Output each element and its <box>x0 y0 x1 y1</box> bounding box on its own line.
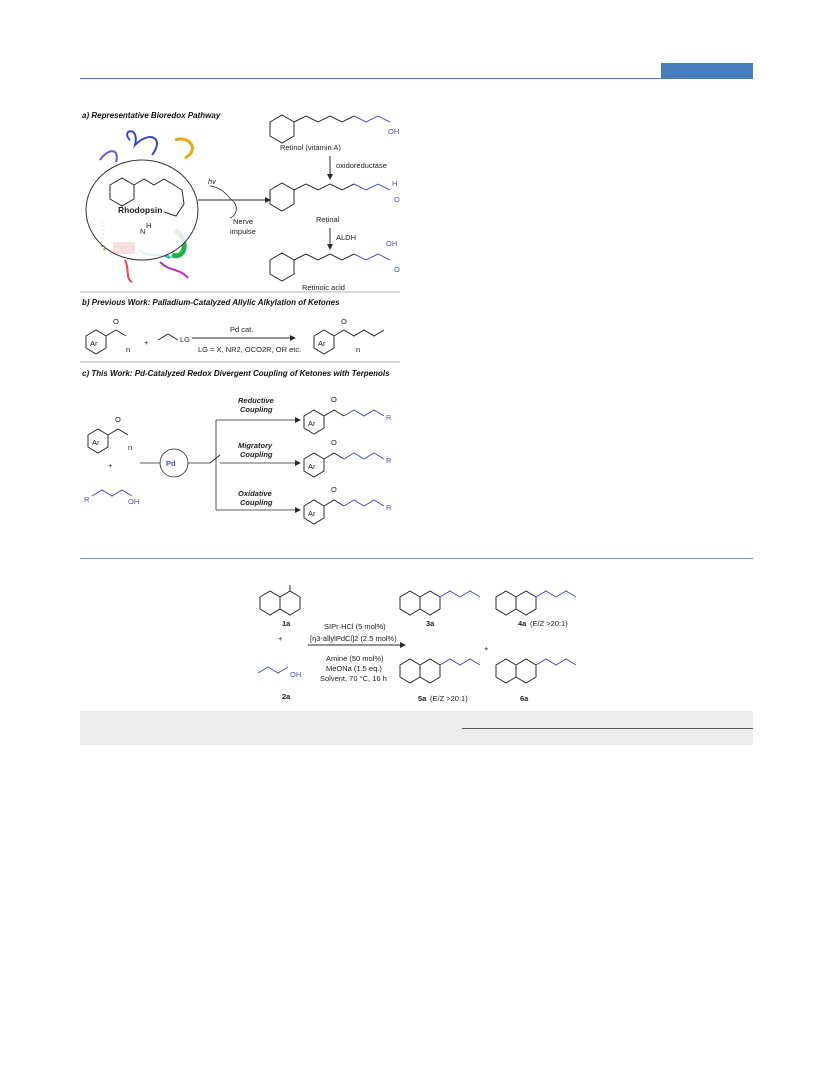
condition-2: [η3-allylPdCl]2 (2.5 mol%) <box>310 634 397 643</box>
svg-text:OH: OH <box>128 497 140 506</box>
label-5a: 5a <box>418 694 427 703</box>
hv-label: hv <box>208 177 216 186</box>
panel-b-lg-list: LG = X, NR2, OCO2R, OR etc. <box>198 345 302 354</box>
reductive-label-1: Reductive <box>238 396 274 405</box>
reductive-label-2: Coupling <box>240 405 273 414</box>
svg-text:n: n <box>128 443 133 452</box>
retinoic-label: Retinoic acid <box>302 283 345 292</box>
condition-4: MeONa (1.5 eq.) <box>326 664 382 673</box>
panel-c-plus: + <box>108 461 113 470</box>
panel-c-title: c) This Work: Pd-Catalyzed Redox Divergent Coupling of Ketones with Terpenols <box>82 369 390 378</box>
reaction-scheme <box>250 585 590 707</box>
retinol-structure <box>270 115 399 143</box>
product-3a <box>400 591 480 615</box>
svg-text:R: R <box>386 413 392 422</box>
label-3a: 3a <box>426 619 435 628</box>
table-header-rule <box>462 728 753 729</box>
scheme-figure <box>80 100 405 525</box>
label-4a: 4a <box>518 619 527 628</box>
retinol-label: Retinol (vitamin A) <box>280 143 341 152</box>
header-rule <box>80 78 753 79</box>
svg-text:O: O <box>113 317 119 326</box>
n-label: N <box>140 227 146 236</box>
svg-text:n: n <box>356 345 361 354</box>
journal-header-bar <box>661 63 753 78</box>
section-rule <box>80 558 753 559</box>
panel-b-plus: + <box>144 338 149 347</box>
panel-b-ketone <box>86 317 130 354</box>
panel-b-title: b) Previous Work: Palladium-Catalyzed Allylic Alkylation of Ketones <box>82 298 340 307</box>
product-4a <box>496 591 576 615</box>
retinol-oh: OH <box>388 127 400 136</box>
svg-text:Ar: Ar <box>318 339 326 348</box>
condition-5: Solvent, 70 °C, 16 h <box>320 674 387 683</box>
tetralone-1a <box>260 585 300 615</box>
retinal-o: O <box>394 195 400 204</box>
oxidative-label-1: Oxidative <box>238 489 272 498</box>
panel-b-lg: LG <box>180 335 191 344</box>
label-6a: 6a <box>520 694 529 703</box>
condition-1: SIPr·HCl (5 mol%) <box>324 622 386 631</box>
rhodopsin-protein-graphic <box>86 131 198 282</box>
svg-text:Ar: Ar <box>308 509 316 518</box>
aldh-label: ALDH <box>336 233 357 242</box>
retinoic-oh: OH <box>386 239 398 248</box>
svg-text:O: O <box>331 485 337 494</box>
reaction-plus: + <box>278 634 283 643</box>
label-1a: 1a <box>282 619 291 628</box>
nerve-label-1: Nerve <box>233 217 254 226</box>
retinal-label: Retinal <box>316 215 340 224</box>
migratory-product <box>304 438 392 477</box>
oxidoreductase-label: oxidoreductase <box>336 161 387 170</box>
migratory-label-1: Migratory <box>238 441 273 450</box>
label-2a: 2a <box>282 692 291 701</box>
svg-text:OH: OH <box>290 670 302 679</box>
svg-text:Ar: Ar <box>92 438 100 447</box>
svg-text:O: O <box>331 438 337 447</box>
oxidative-product <box>304 485 392 524</box>
svg-text:O: O <box>115 415 121 424</box>
condition-3: Amine (50 mol%) <box>326 654 384 663</box>
panel-c-ketone <box>88 415 132 453</box>
svg-text:n: n <box>126 345 131 354</box>
svg-text:O: O <box>331 395 337 404</box>
retinoic-acid-structure <box>270 239 400 281</box>
nerve-label-2: impulse <box>230 227 256 236</box>
panel-b-catalyst: Pd cat. <box>230 325 254 334</box>
retinal-h: H <box>392 179 398 188</box>
nh-label: H <box>146 221 152 230</box>
svg-text:R: R <box>386 503 392 512</box>
products-plus: + <box>484 644 489 653</box>
svg-text:Ar: Ar <box>90 339 98 348</box>
ratio-4a: (E/Z >20:1) <box>530 619 568 628</box>
svg-text:Ar: Ar <box>308 462 316 471</box>
reductive-product <box>304 395 392 434</box>
product-5a <box>400 659 480 683</box>
svg-text:R: R <box>386 456 392 465</box>
migratory-label-2: Coupling <box>240 450 273 459</box>
pd-circle-label: Pd <box>166 459 176 468</box>
retinoic-o: O <box>394 265 400 274</box>
oxidative-label-2: Coupling <box>240 498 273 507</box>
svg-text:O: O <box>341 317 347 326</box>
panel-b-product <box>314 317 384 354</box>
retinal-structure <box>270 179 400 211</box>
rhodopsin-label: Rhodopsin <box>118 205 163 215</box>
panel-a-title: a) Representative Bioredox Pathway <box>82 111 221 120</box>
svg-text:R: R <box>84 495 90 504</box>
ratio-5a: (E/Z >20:1) <box>430 694 468 703</box>
svg-text:Ar: Ar <box>308 419 316 428</box>
product-6a <box>496 659 576 683</box>
